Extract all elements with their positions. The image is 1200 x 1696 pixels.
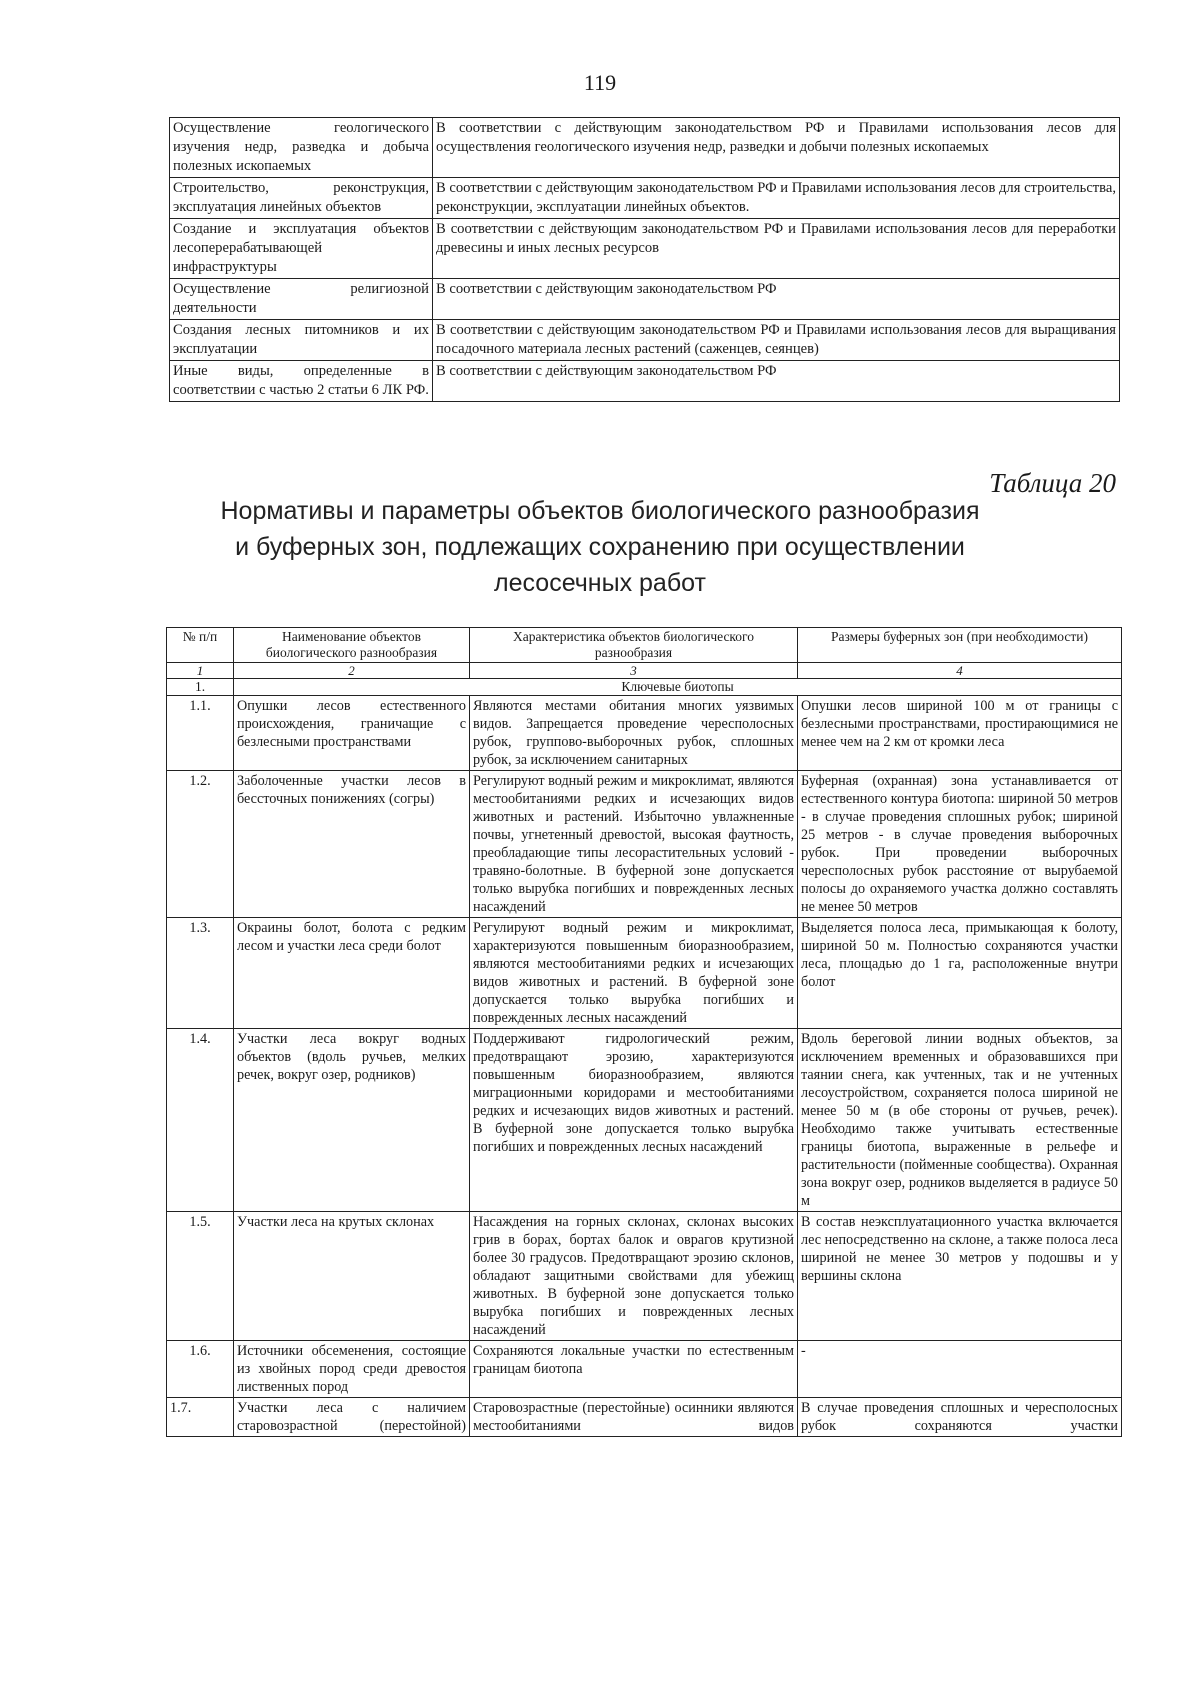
- title-line: лесосечных работ: [494, 569, 706, 597]
- object-name-cell: Окраины болот, болота с редким лесом и участки леса среди болот: [234, 918, 470, 1029]
- activity-cell: Создания лесных питомников и их эксплуатации: [170, 320, 433, 361]
- buffer-zone-cell: В случае проведения сплошных и чересполосных рубок сохраняются участки: [798, 1398, 1122, 1437]
- land-use-table: [169, 117, 1120, 402]
- table-row: [170, 320, 1120, 361]
- object-name-cell: Источники обсеменения, состоящие из хвойных пород среди древостоя лиственных пород: [234, 1341, 470, 1398]
- activity-cell: Создание и эксплуатация объектов лесоперерабатывающей инфраструктуры: [170, 219, 433, 279]
- object-name-cell: Опушки лесов естественного происхождения, граничащие с безлесными пространствами: [234, 696, 470, 771]
- table-row: [170, 178, 1120, 219]
- table-row: [167, 1398, 1122, 1437]
- buffer-zone-cell: Опушки лесов шириной 100 м от границы с безлесными пространствами, простирающимися не менее чем на 2 км от кромки леса: [798, 696, 1122, 771]
- row-number: 1.4.: [167, 1029, 234, 1212]
- table-title: [150, 493, 1050, 601]
- row-number: 1.3.: [167, 918, 234, 1029]
- characteristic-cell: Старовозрастные (перестойные) осинники являются местообитаниями видов: [470, 1398, 798, 1437]
- table-row: [167, 1341, 1122, 1398]
- row-number: 1.7.: [167, 1398, 234, 1437]
- section-number: 1.: [167, 679, 234, 696]
- characteristic-cell: Регулируют водный режим и микроклимат, характеризуются повышенным биоразнообразием, являются местообитаниями редких и исчезающих видов животных и растений. В буферной зоне допускается только вырубка погибших и поврежденных лесных насаждений: [470, 918, 798, 1029]
- characteristic-cell: Насаждения на горных склонах, склонах высоких грив в борах, бортах балок и оврагов крутизной более 30 градусов. Предотвращают эрозию склонов, обладают защитными свойствами для убежищ животных. В буферной зоне допускается только вырубка погибших и поврежденных лесных насаждений: [470, 1212, 798, 1341]
- column-header: № п/п: [167, 628, 234, 663]
- buffer-zone-cell: Вдоль береговой линии водных объектов, за исключением временных и образовавшихся при таянии снега, как учтенных, так и не учтенных лесоустройством, сохраняется полоса шириной не менее 50 м (в обе стороны от ручьев, речек). Необходимо также учитывать естественные границы биотопа, выраженные в рельефе и растительности (пойменные сообщества). Охранная зона вокруг озер, родников выделяется в радиусе 50 м: [798, 1029, 1122, 1212]
- characteristic-cell: Сохраняются локальные участки по естественным границам биотопа: [470, 1341, 798, 1398]
- title-line: и буферных зон, подлежащих сохранению при осуществлении: [235, 533, 965, 561]
- table-row: [170, 279, 1120, 320]
- table-row: [167, 771, 1122, 918]
- object-name-cell: Участки леса на крутых склонах: [234, 1212, 470, 1341]
- buffer-zone-cell: В состав неэксплуатационного участка включается лес непосредственно на склоне, а также полоса леса шириной не менее 30 метров у подошвы и у вершины склона: [798, 1212, 1122, 1341]
- column-header: Размеры буферных зон (при необходимости): [798, 628, 1122, 663]
- column-number: 4: [798, 663, 1122, 679]
- table-row: [167, 918, 1122, 1029]
- table-row: [167, 1212, 1122, 1341]
- buffer-zone-cell: Буферная (охранная) зона устанавливается от естественного контура биотопа: шириной 50 метров - в случае проведения сплошных рубок; шириной 25 метров - в случае проведения выборочных рубок. При проведении выборочных чересполосных рубок расстояние от вырубаемой полосы до охраняемого участка должно составлять не менее 50 метров: [798, 771, 1122, 918]
- column-number: 1: [167, 663, 234, 679]
- column-number: 2: [234, 663, 470, 679]
- table-label: Таблица 20: [989, 468, 1116, 498]
- requirement-cell: В соответствии с действующим законодательством РФ: [433, 361, 1120, 402]
- section-row: [167, 679, 1122, 696]
- requirement-cell: В соответствии с действующим законодательством РФ и Правилами использования лесов для выращивания посадочного материала лесных растений (саженцев, сеянцев): [433, 320, 1120, 361]
- requirement-cell: В соответствии с действующим законодательством РФ: [433, 279, 1120, 320]
- page-number: 119: [583, 70, 617, 95]
- table-row: [167, 696, 1122, 771]
- biodiversity-table: [166, 627, 1122, 1437]
- table-header-row: [167, 628, 1122, 663]
- table-row: [170, 361, 1120, 402]
- section-title: Ключевые биотопы: [234, 679, 1122, 696]
- column-header: Наименование объектов биологического разнообразия: [234, 628, 470, 663]
- characteristic-cell: Поддерживают гидрологический режим, предотвращают эрозию, характеризуются повышенным биоразнообразием, являются миграционными коридорами и местообитаниями редких и исчезающих видов животных и растений. В буферной зоне допускается только вырубка погибших и поврежденных лесных насаждений: [470, 1029, 798, 1212]
- characteristic-cell: Регулируют водный режим и микроклимат, являются местообитаниями редких и исчезающих видов животных и растений. Избыточно увлажненные почвы, угнетенный древостой, высокая фаутность, преобладающие типы лесорастительных условий - травяно-болотные. В буферной зоне допускается только вырубка погибших и поврежденных лесных насаждений: [470, 771, 798, 918]
- activity-cell: Строительство, реконструкция, эксплуатация линейных объектов: [170, 178, 433, 219]
- object-name-cell: Участки леса с наличием старовозрастной (перестойной): [234, 1398, 470, 1437]
- row-number: 1.2.: [167, 771, 234, 918]
- object-name-cell: Участки леса вокруг водных объектов (вдоль ручьев, мелких речек, вокруг озер, родников): [234, 1029, 470, 1212]
- requirement-cell: В соответствии с действующим законодательством РФ и Правилами использования лесов для осуществления геологического изучения недр, разведки и добычи полезных ископаемых: [433, 118, 1120, 178]
- row-number: 1.5.: [167, 1212, 234, 1341]
- buffer-zone-cell: Выделяется полоса леса, примыкающая к болоту, шириной 50 м. Полностью сохраняются участки леса, площадью до 1 га, расположенные внутри болот: [798, 918, 1122, 1029]
- title-line: Нормативы и параметры объектов биологического разнообразия: [220, 497, 980, 525]
- characteristic-cell: Являются местами обитания многих уязвимых видов. Запрещается проведение чересполосных рубок, группово-выборочных рубок, сплошных рубок, за исключением санитарных: [470, 696, 798, 771]
- table-row: [170, 219, 1120, 279]
- column-number: 3: [470, 663, 798, 679]
- activity-cell: Иные виды, определенные в соответствии с частью 2 статьи 6 ЛК РФ.: [170, 361, 433, 402]
- row-number: 1.6.: [167, 1341, 234, 1398]
- table-row: [167, 1029, 1122, 1212]
- row-number: 1.1.: [167, 696, 234, 771]
- activity-cell: Осуществление религиозной деятельности: [170, 279, 433, 320]
- requirement-cell: В соответствии с действующим законодательством РФ и Правилами использования лесов для строительства, реконструкции, эксплуатации линейных объектов.: [433, 178, 1120, 219]
- buffer-zone-cell: -: [798, 1341, 1122, 1398]
- column-number-row: [167, 663, 1122, 679]
- activity-cell: Осуществление геологического изучения недр, разведка и добыча полезных ископаемых: [170, 118, 433, 178]
- requirement-cell: В соответствии с действующим законодательством РФ и Правилами использования лесов для переработки древесины и иных лесных ресурсов: [433, 219, 1120, 279]
- table-row: [170, 118, 1120, 178]
- object-name-cell: Заболоченные участки лесов в бессточных понижениях (согры): [234, 771, 470, 918]
- column-header: Характеристика объектов биологического разнообразия: [470, 628, 798, 663]
